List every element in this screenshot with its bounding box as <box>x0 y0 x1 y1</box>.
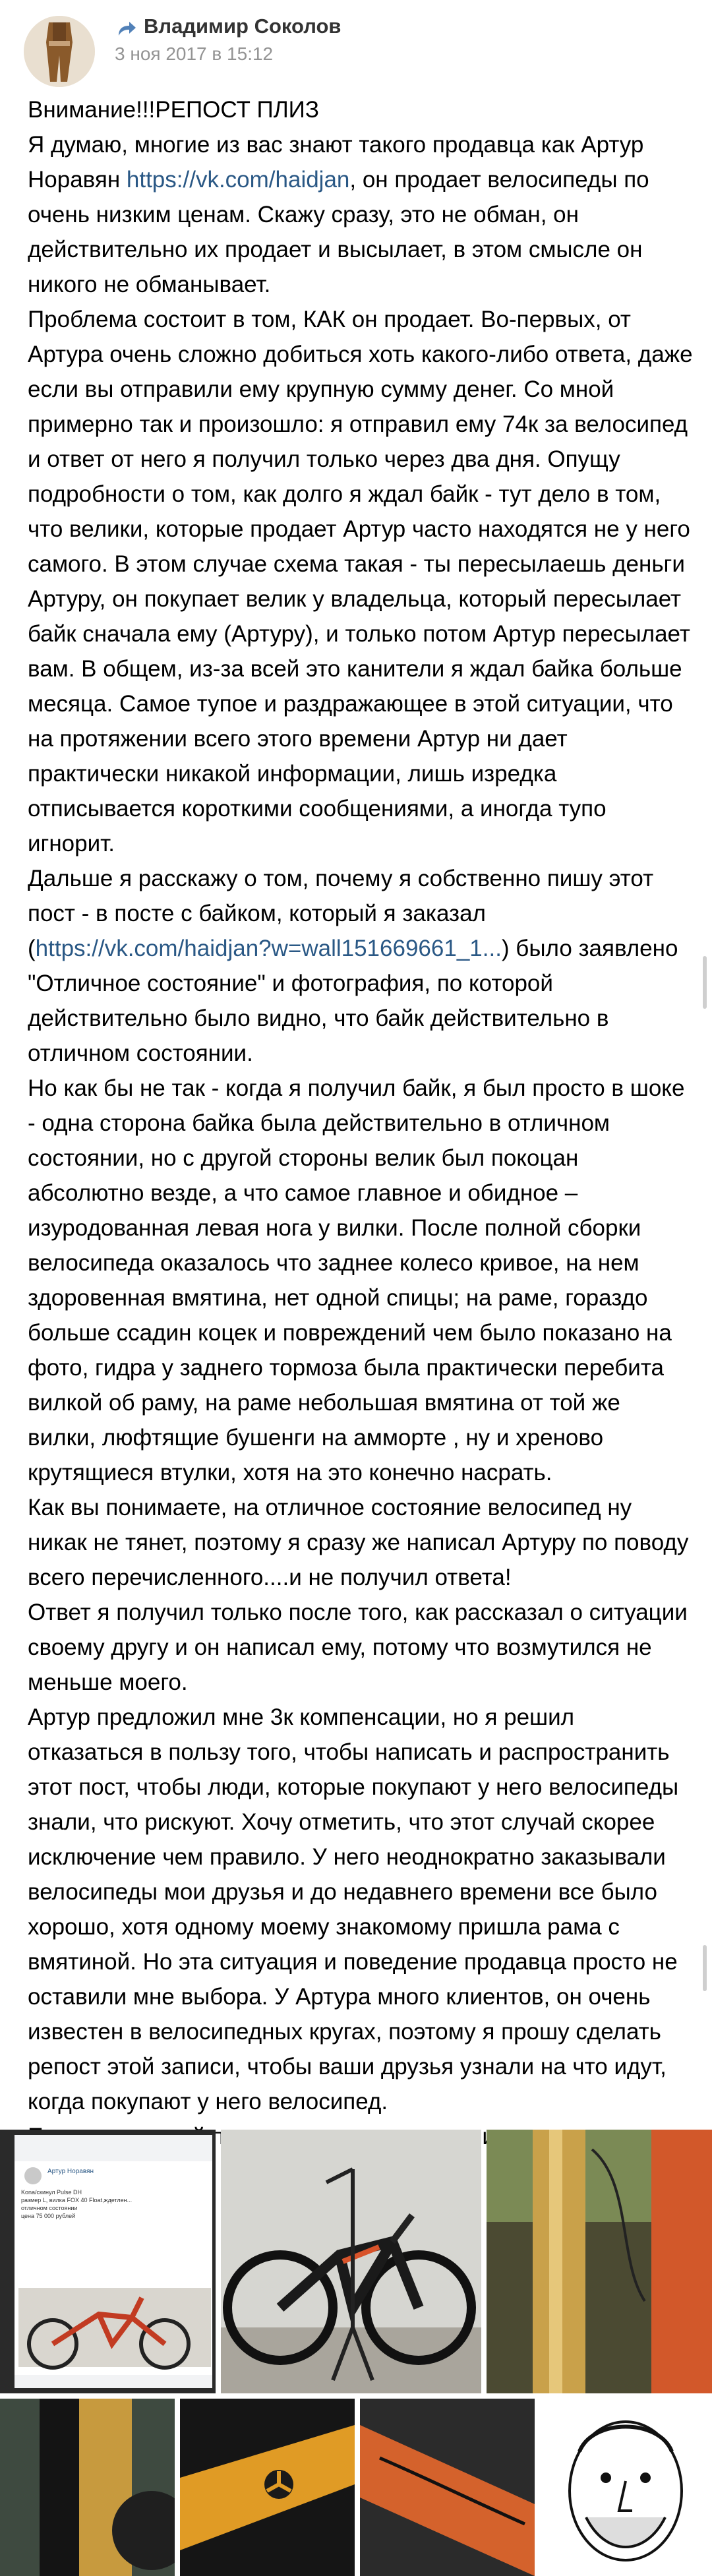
photo-frame-dent[interactable] <box>360 2399 535 2576</box>
post-header <box>0 0 712 92</box>
post-paragraph: Ответ я получил только после того, как рассказал о ситуации своему другу и он написал ему, потому что возмутился не меньше моего. <box>28 1600 688 1695</box>
photo-fork-closeup[interactable] <box>487 2130 712 2393</box>
screenshot-line: цена 75 000 рублей <box>21 2213 76 2219</box>
post-paragraph <box>28 861 694 1071</box>
text-span: Я думаю, многие из вас знают такого продавца как Артур Норавян <box>28 132 644 193</box>
post-paragraph <box>28 127 694 302</box>
seller-profile-link[interactable]: https://vk.com/haidjan <box>126 167 350 193</box>
post-date[interactable]: 3 ноя 2017 в 15:12 <box>115 44 274 64</box>
post-paragraph: Проблема состоит в том, КАК он продает. Во-первых, от Артура очень сложно добиться хоть какого-либо ответа, даже если вы отправили ему крупную сумму денег. Со мной примерно так и произошло: я отправил ему 74к за велосипед и ответ от него я получил только через два дня. Опущу подробности о том, как долго я ждал байк - тут дело в том, что велики, которые продает Артур часто находятся не у него самого. В этом случае схема такая - ты пересылаешь деньги Артуру, он покупает велик у владельца, который пересылает байк сначала ему (Артуру), и только потом Артур пересылает вам. В общем, из-за всей это канители я ждал байка больше месяца. Самое тупое и раздражающее в этой ситуации, что на протяжении всего этого времени Артур ни дает практически никакой информации, лишь изредка отписывается короткими сообщениями, а иногда тупо игнорит. <box>28 307 693 856</box>
text-span: , он продает велосипеды по очень низким ценам. Скажу сразу, это не обман, он действительно их продает и высылает, в этом смысле он никого не обманывает. <box>28 167 649 297</box>
scrollbar[interactable] <box>703 956 707 1009</box>
photo-bike-on-stand[interactable] <box>221 2130 481 2393</box>
post-paragraph: Но как бы не так - когда я получил байк, я был просто в шоке - одна сторона байка была действительно в отличном состоянии, но с другой стороны велик был покоцан абсолютно везде, а что самое главное и обидное – изуродованная левая нога у вилки. После полной сборки велосипеда оказалось что заднее колесо кривое, на нем здоровенная вмятина, нет одной спицы; на раме, гораздо больше ссадин коцек и повреждений чем было показано на фото, гидра у заднего тормоза была практически перебита вилкой об раму, на раме небольшая вмятина от той же вилки, люфтящие бушенги на амморте , ну и хреново крутящиеся втулки, хотя на это конечно насрать. <box>28 1075 685 1485</box>
scrollbar[interactable] <box>703 1945 707 1991</box>
photo-fork-damage[interactable] <box>0 2399 175 2576</box>
screenshot-line: размер L, вилка FOX 40 Float,ждетлен... <box>21 2197 133 2203</box>
screenshot-line: Kona/скинул Pulse DH <box>21 2189 82 2196</box>
photo-caricature[interactable] <box>540 2399 712 2576</box>
photo-frame-scratch[interactable] <box>180 2399 355 2576</box>
wall-post-link[interactable]: https://vk.com/haidjan?w=wall151669661_1... <box>35 936 502 961</box>
post-paragraph: Артур предложил мне 3к компенсации, но я решил отказаться в пользу того, чтобы написать и распространить этот пост, чтобы люди, которые покупают у него велосипеды знали, что рискуют. Хочу отметить, что этот случай скорее исключение чем правило. У него неоднократно заказывали велосипеды мои друзья и до недавнего времени все было хорошо, хотя одному моему знакомому пришла рама с вмятиной. Но эта ситуация и поведение продавца просто не оставили мне выбора. У Артура много клиентов, он очень известен в велосипедных кругах, поэтому я прошу сделать репост этой записи, чтобы ваши друзья узнали на что идут, когда покупают у него велосипед. <box>28 1704 679 2114</box>
photo-seller-screenshot[interactable] <box>0 2130 216 2393</box>
screenshot-line: отличном состоянии <box>21 2205 78 2211</box>
post-paragraph: Как вы понимаете, на отличное состояние велосипед ну никак не тянет, поэтому я сразу же написал Артуру по поводу всего перечисленного....и не получил ответа! <box>28 1495 689 1590</box>
screenshot-seller-name: Артур Норавян <box>47 2168 94 2175</box>
text-span: ) было заявлено "Отличное состояние" и фотография, по которой действительно было видно, что байк действительно в отличном состоянии. <box>28 936 678 1066</box>
post-paragraph: Внимание!!!РЕПОСТ ПЛИЗ <box>28 97 319 123</box>
text-span: Дальше я расскажу о том, почему я собственно пишу этот пост - в посте с байком, который я заказал ( <box>28 866 654 961</box>
author-name[interactable]: Владимир Соколов <box>144 15 341 38</box>
repost-arrow-icon <box>116 20 137 38</box>
avatar[interactable] <box>24 16 95 87</box>
post-text <box>28 92 694 2154</box>
